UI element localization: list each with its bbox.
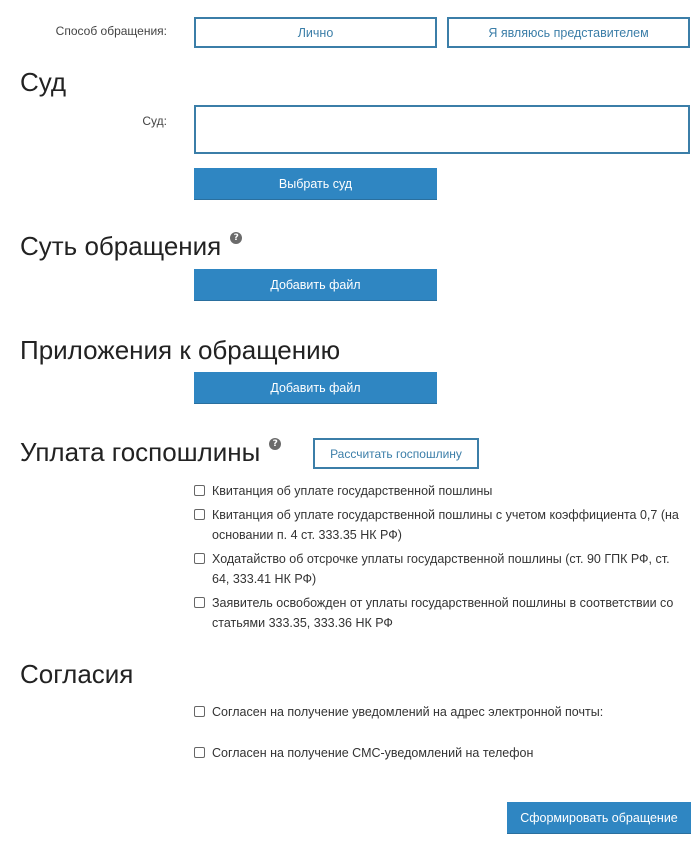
attachments-title-row	[20, 334, 340, 366]
attachments-add-file-button[interactable]: Добавить файл	[194, 372, 437, 404]
fee-option-checkbox[interactable]	[194, 509, 205, 520]
calculate-fee-button[interactable]: Рассчитать госпошлину	[313, 438, 479, 469]
consents-section-title: Согласия	[20, 659, 134, 689]
court-title-row	[20, 66, 66, 98]
fee-option-label: Заявитель освобожден от уплаты государственной пошлины в соответствии со статьями 333.35, 333.36 НК РФ	[212, 596, 674, 630]
question-circle-icon[interactable]: ?	[269, 438, 281, 450]
consent-option[interactable]	[194, 743, 690, 763]
essence-section-title: Суть обращения	[20, 231, 222, 261]
fee-option-checkbox[interactable]	[194, 597, 205, 608]
fee-option[interactable]	[194, 505, 690, 545]
fee-option-label: Квитанция об уплате государственной пошлины	[212, 484, 493, 498]
consent-option[interactable]	[194, 702, 690, 722]
consent-option-label: Согласен на получение СМС-уведомлений на телефон	[212, 746, 534, 760]
fee-option[interactable]	[194, 593, 690, 633]
appeal-method-label: Способ обращения:	[55, 24, 167, 38]
consent-sms-checkbox[interactable]	[194, 747, 205, 758]
select-court-button[interactable]: Выбрать суд	[194, 168, 437, 200]
court-section-title: Суд	[20, 67, 67, 97]
consent-options-list	[194, 702, 690, 763]
fee-section-title: Уплата госпошлины	[20, 437, 261, 467]
fee-option[interactable]	[194, 481, 690, 501]
essence-add-file-button[interactable]: Добавить файл	[194, 269, 437, 301]
submit-appeal-button[interactable]: Сформировать обращение	[507, 802, 691, 834]
fee-option[interactable]	[194, 549, 690, 589]
representative-button[interactable]: Я являюсь представителем	[447, 17, 690, 48]
fee-option-label: Ходатайство об отсрочке уплаты государственной пошлины (ст. 90 ГПК РФ, ст. 64, 333.41 НК РФ)	[212, 552, 670, 586]
essence-title-row	[20, 230, 242, 262]
court-input[interactable]	[194, 105, 690, 154]
attachments-section-title: Приложения к обращению	[20, 335, 341, 365]
fee-options-list	[194, 481, 690, 633]
consent-option-label: Согласен на получение уведомлений на адрес электронной почты:	[212, 705, 604, 719]
consents-title-row	[20, 658, 133, 690]
fee-option-checkbox[interactable]	[194, 553, 205, 564]
consent-email-checkbox[interactable]	[194, 706, 205, 717]
fee-option-label: Квитанция об уплате государственной пошлины с учетом коэффициента 0,7 (на основании п. 4 ст. 333.35 НК РФ)	[212, 508, 679, 542]
question-circle-icon[interactable]: ?	[230, 232, 242, 244]
fee-option-checkbox[interactable]	[194, 485, 205, 496]
in-person-button[interactable]: Лично	[194, 17, 437, 48]
court-field-label: Суд:	[142, 114, 167, 128]
fee-title-row	[20, 436, 281, 468]
